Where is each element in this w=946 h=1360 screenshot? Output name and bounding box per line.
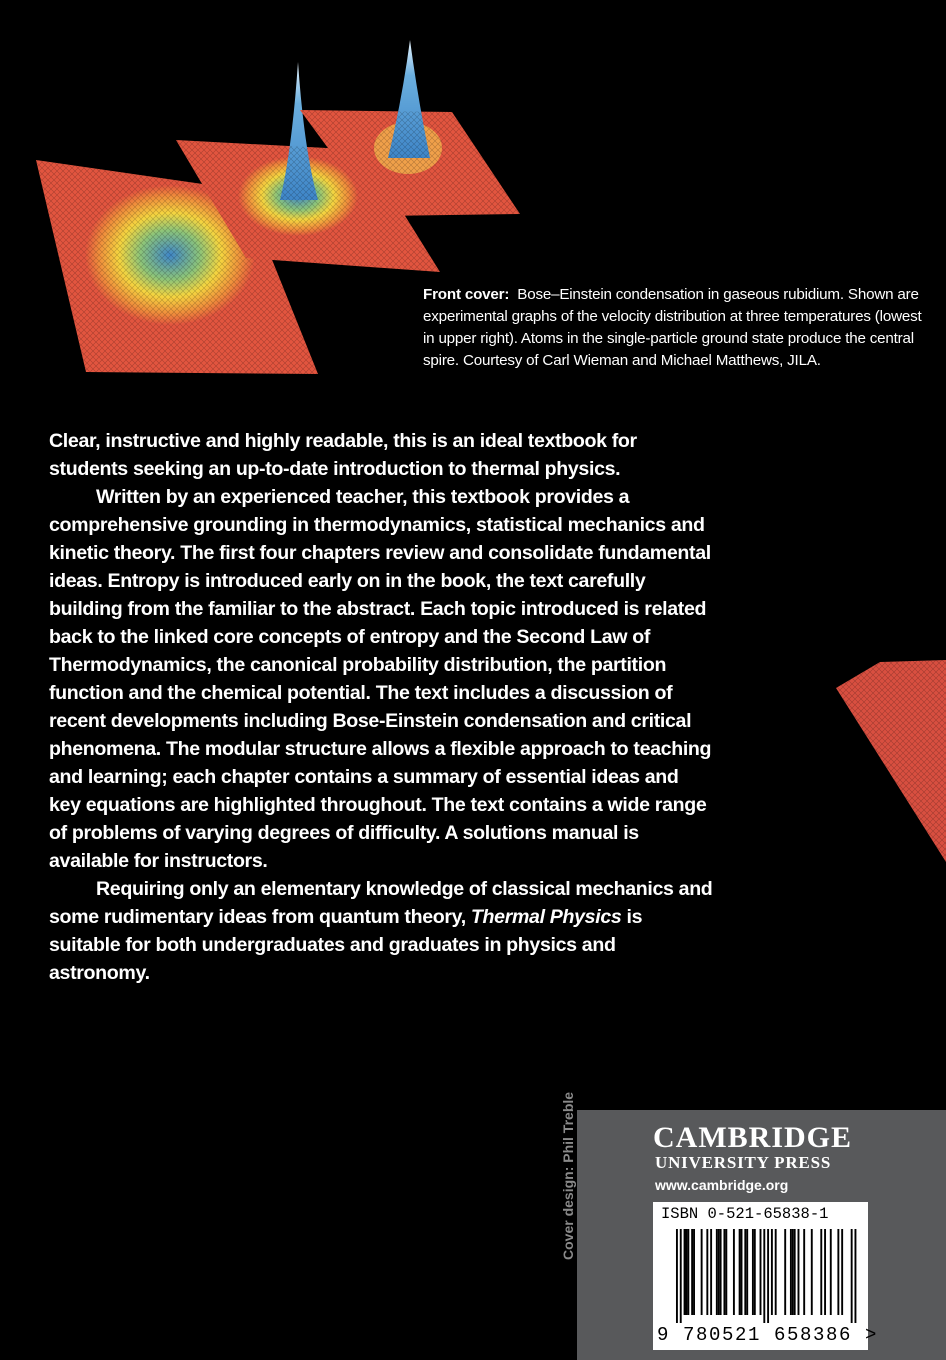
blurb-paragraph-2: Written by an experienced teacher, this textbook provides a comprehensive grounding in thermodynamics, statistical mechanics and kinetic theory. The first four chapters review and consolidate fundamental ideas. Entropy is introduced early on in the book, the text carefully building from the familiar to the abstract. Each topic introduced is related back to the linked core concepts of entropy and the Second Law of Thermodynamics, the canonical probability distribution, the partition function and the chemical potential. The text includes a discussion of recent developments including Bose-Einstein condensation and critical phenomena. The modular structure allows a flexible approach to teaching and learning; each chapter contains a summary of essential ideas and key equations are highlighted throughout. The text contains a wide range of problems of varying degrees of difficulty. A solutions manual is available for instructors.: [49, 486, 712, 872]
barcode-bar: [798, 1229, 800, 1315]
blurb-paragraph-1: Clear, instructive and highly readable, this is an ideal textbook for students seeking an up-to-date introduction to thermal physics.: [49, 430, 637, 480]
barcode-bar: [676, 1229, 678, 1323]
barcode-bar: [754, 1229, 756, 1315]
barcode-bars: [657, 1229, 864, 1323]
barcode-bar: [824, 1229, 826, 1315]
barcode-bar: [820, 1229, 822, 1315]
barcode-bar: [752, 1229, 754, 1315]
publisher-url[interactable]: www.cambridge.org: [655, 1177, 789, 1193]
barcode-bar: [691, 1229, 693, 1315]
barcode-bar: [684, 1229, 686, 1315]
barcode-bar: [790, 1229, 792, 1315]
barcode-bar: [744, 1229, 746, 1315]
barcode-bar: [706, 1229, 708, 1315]
blurb-p3-pre: Requiring only an elementary knowledge of classical mechanics and some rudimentary ideas from quantum theory,: [49, 878, 713, 928]
barcode-bar: [811, 1229, 813, 1315]
velocity-plot-fragment: [836, 660, 946, 862]
barcode-bar: [746, 1229, 748, 1315]
barcode-bar: [851, 1229, 853, 1323]
caption-lead: Front cover:: [423, 286, 510, 303]
barcode-box: [653, 1202, 879, 1350]
ean-number: 9 780521 658386 >: [657, 1324, 879, 1346]
barcode-bar: [792, 1229, 794, 1315]
barcode-bar: [716, 1229, 718, 1315]
barcode-bar: [687, 1229, 689, 1315]
barcode-bar: [803, 1229, 805, 1315]
barcode-bar: [718, 1229, 720, 1315]
barcode-bar: [763, 1229, 765, 1323]
barcode-bar: [693, 1229, 695, 1315]
publisher-panel: [577, 1110, 946, 1360]
barcode-bar: [767, 1229, 769, 1323]
book-title: Thermal Physics: [470, 906, 622, 928]
barcode-bar: [739, 1229, 741, 1315]
barcode-bar: [725, 1229, 727, 1315]
barcode-bar: [771, 1229, 773, 1315]
isbn-label: ISBN 0-521-65838-1: [661, 1205, 829, 1223]
caption-text: Bose–Einstein condensation in gaseous rubidium. Shown are experimental graphs of the velocity distribution at three temperatures (lowest in upper right). Atoms in the single-particle ground state produce the central spire. Courtesy of Carl Wieman and Michael Matthews, JILA.: [423, 286, 922, 369]
barcode-bar: [701, 1229, 703, 1315]
barcode-bar: [685, 1229, 687, 1315]
barcode-bar: [723, 1229, 725, 1315]
barcode-bar: [680, 1229, 682, 1323]
barcode-bar: [794, 1229, 796, 1315]
barcode-bar: [710, 1229, 712, 1315]
book-blurb: [49, 427, 714, 987]
barcode-bar: [830, 1229, 832, 1315]
blurb-paragraph-3: [49, 875, 714, 987]
barcode-bar: [720, 1229, 722, 1315]
barcode-bar: [784, 1229, 786, 1315]
barcode-bar: [775, 1229, 777, 1315]
cover-design-credit: Cover design: Phil Treble: [560, 1091, 576, 1260]
barcode-bar: [741, 1229, 743, 1315]
barcode-bar: [760, 1229, 762, 1315]
barcode-bar: [841, 1229, 843, 1315]
publisher-subtitle: UNIVERSITY PRESS: [655, 1153, 832, 1172]
barcode-bar: [733, 1229, 735, 1315]
barcode-bar: [837, 1229, 839, 1315]
barcode-bar: [855, 1229, 857, 1323]
front-cover-caption: [423, 284, 923, 372]
publisher-name: CAMBRIDGE: [653, 1121, 853, 1154]
blurb-p3-post: is suitable for both undergraduates and graduates in physics and astronomy.: [49, 906, 643, 984]
